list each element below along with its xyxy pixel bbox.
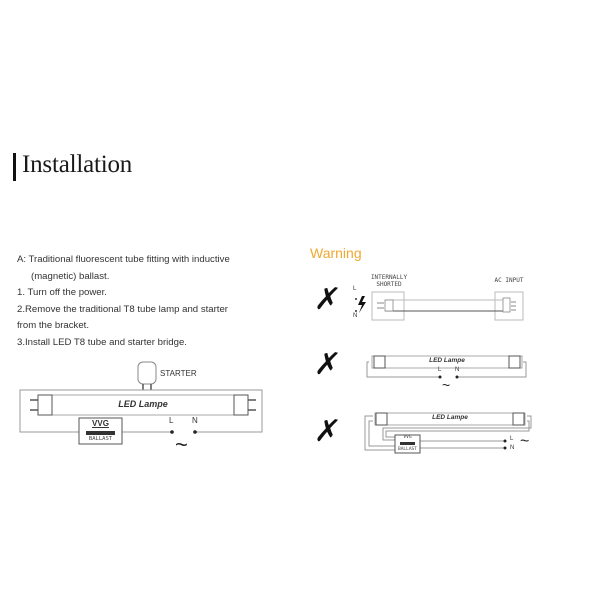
neutral-label: N [510, 445, 515, 451]
starter-label: STARTER [160, 369, 197, 378]
lamp-label: LED Lampe [118, 399, 168, 409]
neutral-label: N [455, 367, 460, 373]
live-label: L [510, 436, 514, 442]
step-intro: A: Traditional fluorescent tube fitting with inductive [17, 254, 230, 265]
ac-symbol: ~ [442, 377, 451, 393]
neutral-label: N [192, 416, 198, 425]
ballast-brand: VVG [403, 435, 412, 440]
ac-symbol: ~ [175, 432, 188, 457]
warning-heading: Warning [310, 245, 362, 261]
lamp-label: LED Lampe [429, 357, 465, 364]
live-label: L [169, 416, 174, 425]
step-3: 3.Install LED T8 tube and starter bridge. [17, 336, 187, 348]
lamp-label: LED Lampe [432, 414, 468, 421]
ballast-label: BALLAST [398, 447, 417, 452]
ac-input-label: AC INPUT [494, 277, 524, 284]
step-1: 1. Turn off the power. [17, 287, 107, 298]
shorted-label: INTERNALLY SHORTED [370, 274, 408, 288]
cross-icon: ✗ [312, 347, 343, 382]
ballast-brand: VVG [92, 419, 109, 428]
step-2: 2.Remove the traditional T8 tube lamp and starter [17, 303, 229, 315]
page-title: Installation [22, 151, 133, 178]
ballast-label: BALLAST [88, 436, 113, 442]
step-2-cont: from the bracket. [17, 320, 89, 331]
live-label: L [353, 286, 357, 292]
neutral-label: N [353, 313, 358, 319]
live-label: L [438, 367, 442, 373]
cross-icon: ✗ [312, 282, 343, 317]
cross-icon: ✗ [312, 414, 343, 449]
step-intro-cont: (magnetic) ballast. [31, 270, 110, 282]
ac-symbol: ~ [520, 433, 530, 450]
